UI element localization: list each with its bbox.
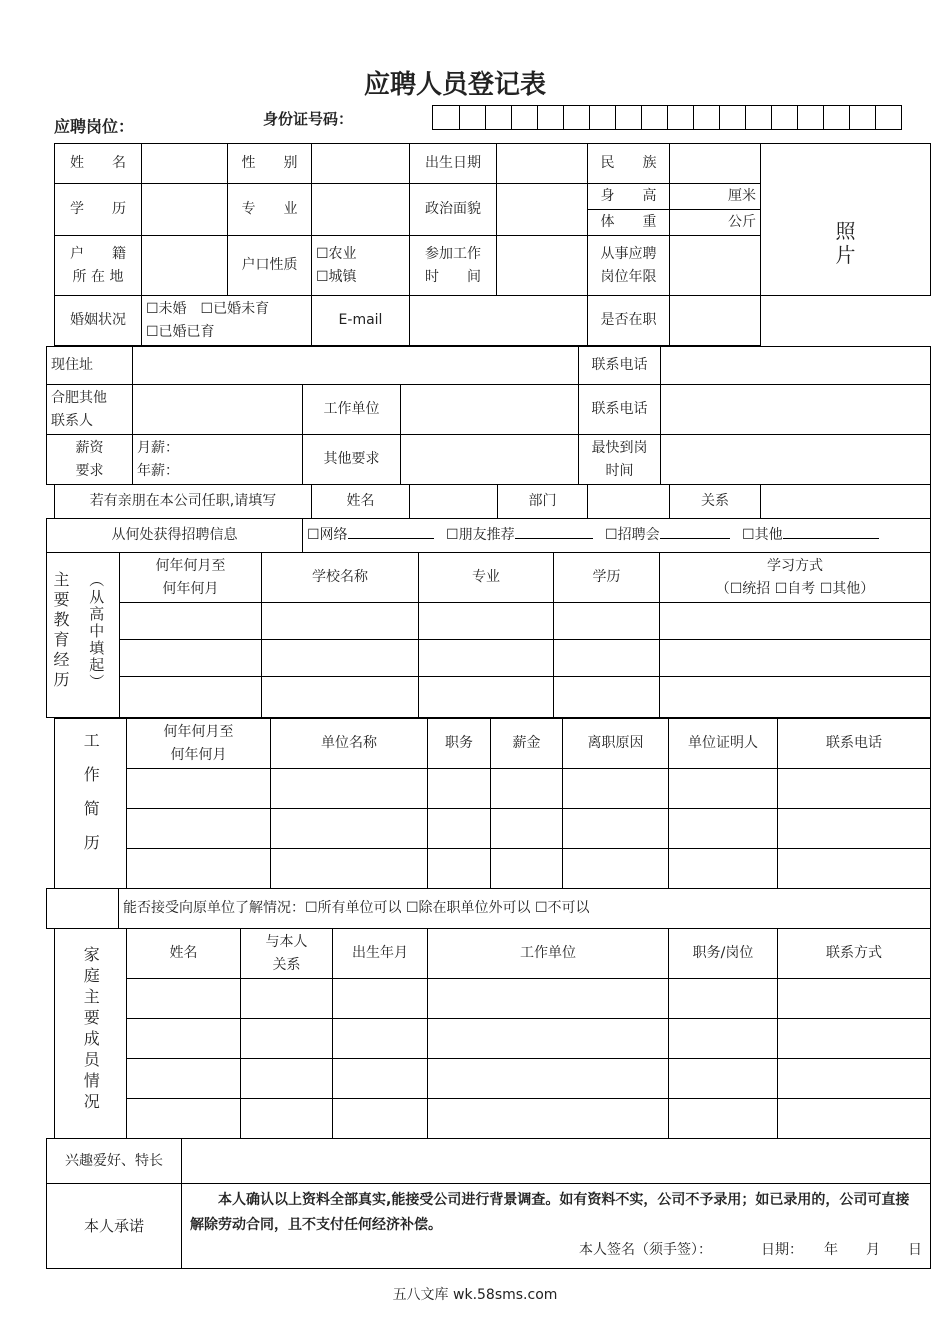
address-field[interactable] bbox=[133, 347, 579, 385]
edu-col-degree: 学历 bbox=[554, 553, 660, 603]
hukou-type-label: 户口性质 bbox=[228, 236, 312, 296]
email-label: E-mail bbox=[312, 296, 410, 346]
id-digit-box[interactable] bbox=[537, 106, 563, 129]
work-unit-field[interactable] bbox=[401, 385, 579, 435]
id-digit-box[interactable] bbox=[433, 106, 459, 129]
birth-field[interactable] bbox=[497, 144, 588, 184]
source-option-other[interactable]: ☐其他 bbox=[742, 527, 783, 544]
relatives-relation-label: 关系 bbox=[670, 485, 761, 519]
ethnicity-field[interactable] bbox=[670, 144, 761, 184]
id-digit-box[interactable] bbox=[589, 106, 615, 129]
marital-option-b[interactable]: ☐已婚已育 bbox=[146, 323, 215, 340]
table-row bbox=[55, 769, 931, 809]
reference-options[interactable]: 能否接受向原单位了解情况：☐所有单位可以 ☐除在职单位外可以 ☐不可以 bbox=[119, 889, 931, 929]
monthly-salary[interactable]: 月薪： bbox=[137, 440, 179, 457]
family-col-relation: 与本人 关系 bbox=[241, 929, 333, 979]
source-label: 从何处获得招聘信息 bbox=[47, 519, 303, 553]
phone-field[interactable] bbox=[661, 347, 931, 385]
address-label: 现住址 bbox=[47, 347, 133, 385]
marital-options[interactable] bbox=[142, 296, 312, 346]
work-table bbox=[54, 718, 931, 889]
work-start-label: 参加工作 时 间 bbox=[410, 236, 497, 296]
birth-label: 出生日期 bbox=[410, 144, 497, 184]
id-digit-box[interactable] bbox=[745, 106, 771, 129]
table-row bbox=[55, 809, 931, 849]
photo-box[interactable]: 照 片 bbox=[761, 144, 931, 296]
family-col-name: 姓名 bbox=[127, 929, 241, 979]
commitment-text: 本人确认以上资料全部真实,能接受公司进行背景调查。如有资料不实，公司不予录用；如已录用的，公司可直接解除劳动合同，且不支付任何经济补偿。 bbox=[190, 1192, 910, 1234]
education-side-note: （从高中填起） bbox=[74, 553, 120, 718]
edu-col-period: 何年何月至 何年何月 bbox=[120, 553, 262, 603]
other-req-field[interactable] bbox=[401, 435, 579, 485]
email-field[interactable] bbox=[410, 296, 588, 346]
id-digit-box[interactable] bbox=[849, 106, 875, 129]
id-number-boxes[interactable] bbox=[432, 105, 902, 130]
id-label: 身份证号码： bbox=[263, 110, 354, 128]
relatives-name-label: 姓名 bbox=[312, 485, 410, 519]
table-row bbox=[55, 979, 931, 1019]
table-row bbox=[47, 640, 931, 677]
phone2-label: 联系电话 bbox=[579, 385, 661, 435]
id-digit-box[interactable] bbox=[459, 106, 485, 129]
id-digit-box[interactable] bbox=[875, 106, 901, 129]
signature-line[interactable]: 本人签名（须手签）： 日期： 年 月 日 bbox=[579, 1242, 922, 1259]
political-label: 政治面貌 bbox=[410, 184, 497, 236]
table-row bbox=[55, 849, 931, 889]
work-side-label: 工作简历 bbox=[55, 719, 127, 889]
annual-salary[interactable]: 年薪： bbox=[137, 462, 179, 479]
phone2-field[interactable] bbox=[661, 385, 931, 435]
table-row bbox=[47, 677, 931, 718]
earliest-field[interactable] bbox=[661, 435, 931, 485]
education-table bbox=[46, 552, 931, 718]
political-field[interactable] bbox=[497, 184, 588, 236]
source-table bbox=[46, 518, 931, 553]
years-label: 从事应聘 岗位年限 bbox=[588, 236, 670, 296]
hobby-commitment-table bbox=[46, 1138, 931, 1269]
name-label: 姓 名 bbox=[55, 144, 142, 184]
id-digit-box[interactable] bbox=[797, 106, 823, 129]
family-col-title: 职务/岗位 bbox=[669, 929, 778, 979]
weight-unit[interactable]: 公斤 bbox=[670, 210, 761, 236]
education-label: 学 历 bbox=[55, 184, 142, 236]
work-col-salary: 薪金 bbox=[491, 719, 563, 769]
height-label: 身 高 bbox=[588, 184, 670, 210]
hukou-type-options[interactable] bbox=[312, 236, 410, 296]
table-row bbox=[55, 1099, 931, 1139]
source-option-web[interactable]: ☐网络 bbox=[307, 527, 348, 544]
employed-label: 是否在职 bbox=[588, 296, 670, 346]
employed-field[interactable] bbox=[670, 296, 761, 346]
id-digit-box[interactable] bbox=[641, 106, 667, 129]
edu-col-school: 学校名称 bbox=[262, 553, 419, 603]
table-row bbox=[55, 1059, 931, 1099]
ethnicity-label: 民 族 bbox=[588, 144, 670, 184]
relatives-table bbox=[54, 484, 931, 519]
work-col-title: 职务 bbox=[428, 719, 491, 769]
salary-fields[interactable] bbox=[133, 435, 303, 485]
other-req-label: 其他要求 bbox=[303, 435, 401, 485]
commitment-box bbox=[182, 1184, 931, 1269]
hobby-label: 兴趣爱好、特长 bbox=[47, 1139, 182, 1184]
phone-label: 联系电话 bbox=[579, 347, 661, 385]
work-col-phone: 联系电话 bbox=[778, 719, 931, 769]
id-digit-box[interactable] bbox=[485, 106, 511, 129]
edu-col-mode: 学习方式 （☐统招 ☐自考 ☐其他） bbox=[660, 553, 931, 603]
edu-col-major: 专业 bbox=[419, 553, 554, 603]
page-title: 应聘人员登记表 bbox=[363, 70, 546, 100]
years-field[interactable] bbox=[670, 236, 761, 296]
other-contact-field[interactable] bbox=[133, 385, 303, 435]
id-digit-box[interactable] bbox=[615, 106, 641, 129]
id-digit-box[interactable] bbox=[719, 106, 745, 129]
relatives-label: 若有亲朋在本公司任职,请填写 bbox=[55, 485, 312, 519]
education-field[interactable] bbox=[142, 184, 228, 236]
relatives-dept-field[interactable] bbox=[588, 485, 670, 519]
name-field[interactable] bbox=[142, 144, 228, 184]
id-digit-box[interactable] bbox=[563, 106, 589, 129]
position-label: 应聘岗位： bbox=[54, 117, 135, 136]
commitment-label: 本人承诺 bbox=[47, 1184, 182, 1269]
education-side-label: 主要教育经历 bbox=[47, 553, 74, 718]
major-label: 专 业 bbox=[228, 184, 312, 236]
weight-label: 体 重 bbox=[588, 210, 670, 236]
relatives-relation-field[interactable] bbox=[761, 485, 931, 519]
work-col-unit: 单位名称 bbox=[271, 719, 428, 769]
family-col-birth: 出生年月 bbox=[333, 929, 428, 979]
source-options[interactable] bbox=[303, 519, 931, 553]
id-digit-box[interactable] bbox=[693, 106, 719, 129]
height-unit[interactable]: 厘米 bbox=[670, 184, 761, 210]
source-option-friend[interactable]: ☐朋友推荐 bbox=[446, 527, 515, 544]
work-unit-label: 工作单位 bbox=[303, 385, 401, 435]
family-table bbox=[54, 928, 931, 1139]
basic-info-table bbox=[54, 143, 931, 346]
work-col-period: 何年何月至 何年何月 bbox=[127, 719, 271, 769]
contact-table bbox=[46, 346, 931, 485]
major-field[interactable] bbox=[312, 184, 410, 236]
family-col-unit: 工作单位 bbox=[428, 929, 669, 979]
table-row bbox=[47, 603, 931, 640]
hobby-field[interactable] bbox=[182, 1139, 931, 1184]
other-contact-label: 合肥其他 联系人 bbox=[47, 385, 133, 435]
footer-watermark: 五八文库 wk.58sms.com bbox=[392, 1287, 558, 1303]
work-col-reference: 单位证明人 bbox=[669, 719, 778, 769]
id-digit-box[interactable] bbox=[511, 106, 537, 129]
hukou-field[interactable] bbox=[142, 236, 228, 296]
hukou-option-urban[interactable]: ☐城镇 bbox=[316, 268, 357, 285]
source-option-fair[interactable]: ☐招聘会 bbox=[605, 527, 660, 544]
family-col-contact: 联系方式 bbox=[778, 929, 931, 979]
relatives-dept-label: 部门 bbox=[498, 485, 588, 519]
id-digit-box[interactable] bbox=[771, 106, 797, 129]
gender-label: 性 别 bbox=[228, 144, 312, 184]
family-side-label: 家庭主要成员情况 bbox=[55, 929, 127, 1139]
table-row bbox=[55, 1019, 931, 1059]
marital-label: 婚姻状况 bbox=[55, 296, 142, 346]
relatives-name-field[interactable] bbox=[410, 485, 498, 519]
earliest-label: 最快到岗 时间 bbox=[579, 435, 661, 485]
id-digit-box[interactable] bbox=[667, 106, 693, 129]
gender-field[interactable] bbox=[312, 144, 410, 184]
hukou-label: 户 籍 所 在 地 bbox=[55, 236, 142, 296]
work-col-reason: 离职原因 bbox=[563, 719, 669, 769]
work-start-field[interactable] bbox=[497, 236, 588, 296]
hukou-option-rural[interactable]: ☐农业 bbox=[316, 246, 357, 263]
reference-table bbox=[46, 888, 931, 929]
id-digit-box[interactable] bbox=[823, 106, 849, 129]
marital-option-a[interactable]: ☐未婚 ☐已婚未育 bbox=[146, 301, 270, 318]
salary-label: 薪资 要求 bbox=[47, 435, 133, 485]
